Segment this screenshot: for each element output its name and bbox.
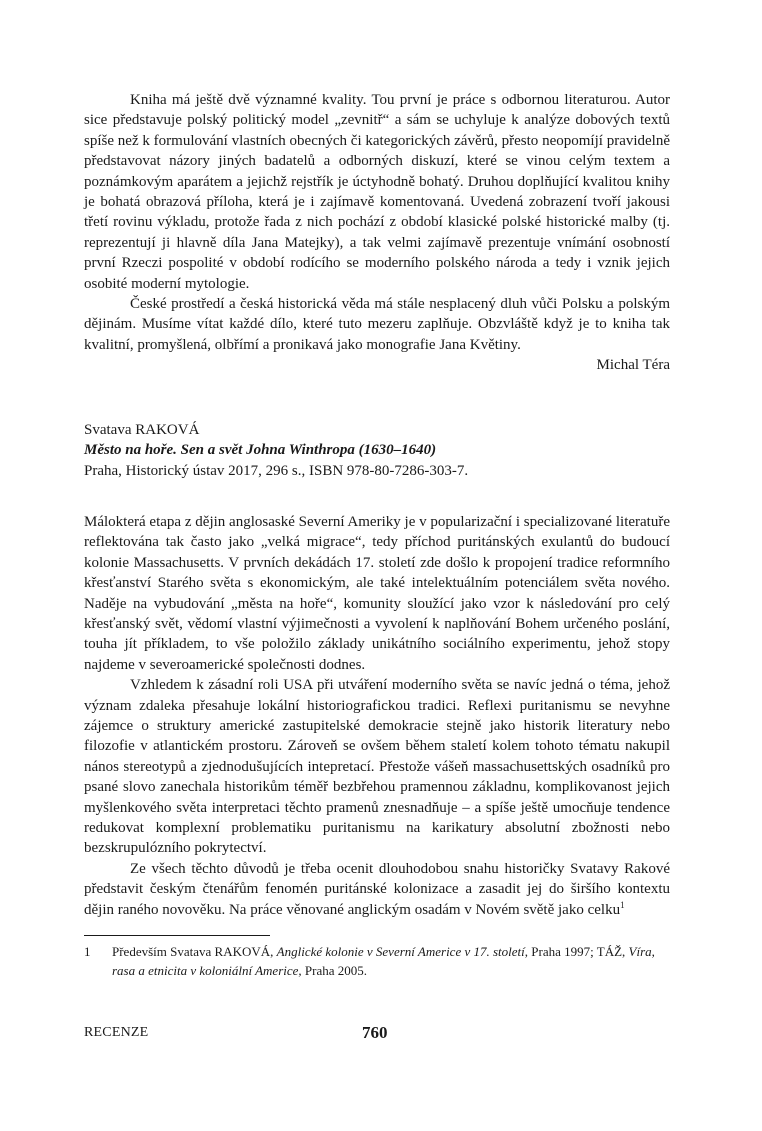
review1-paragraph-1: Kniha má ještě dvě významné kvality. Tou první je práce s odbornou literaturou. Autor sice představuje polský politický model „zevnitř“ a sám se uchyluje k analýze dobových textů spíše než k formulování vlastních obecných či kategorických závěrů, přesto neopomíjí pravidelně představovat názory jiných badatelů a odborných diskuzí, které se vinou celým textem a poznámkovým aparátem a jejichž rejstřík je úctyhodně bohatý. Druhou doplňující kvalitou knihy je bohatá obrazová příloha, která je i zajímavě komentovaná. Uvedená zobrazení tvoří jakousi třetí rovinu výkladu, protože řada z nich pochází z období klasické polské historické malby (tj. reprezentují ji hlavně díla Jana Matejky), a tak velmi zajímavě prezentuje vnímání osobností první Rzeczi pospolité v období rodícího se moderního polského národa a tedy i vznik jejich osobité moderní mytologie.	[84, 92, 670, 292]
review2-author: Svatava RAKOVÁ	[84, 421, 200, 438]
footnote-title-1: Anglické kolonie v Severní Americe v 17. století	[276, 944, 525, 959]
review2-paragraph-3-text: Ze všech těchto důvodů je třeba ocenit dlouhodobou snahu historičky Svatavy Rakové představit českým čtenářům fenomén puritánské kolonizace a zasadit jej do širšího kontextu dějin raného novověku. Na práce věnované anglickým osadám v Novém světě jako celku	[84, 860, 670, 918]
review2-book-title: Město na hoře. Sen a svět Johna Winthropa (1630–1640)	[84, 442, 437, 459]
review2-paragraph-1: Málokterá etapa z dějin anglosaské Severní Ameriky je v popularizační i specializované literatuře reflektována tak často jako „velká migrace“, tedy příchod puritánských exulantů do budoucí kolonie Massachusetts. V prvních dekádách 17. století zde došlo k propojení tradice reformního křesťanství Starého světa s ekonomickým, ale také intelektuálním potenciálem světa nového. Naděje na vybudování „města na hoře“, komunity sloužící jako vzor k následování pro celý křesťanský svět, vědomí vlastní výjimečnosti a vyvolení k naplňování Bohem určeného poslání, touha jít příkladem, to vše položilo základy unikátního sociálního experimentu, jehož stopy najdeme v severoamerické společnosti dodnes.	[84, 513, 670, 673]
page-body	[84, 90, 670, 920]
page-number: 760	[362, 1023, 388, 1042]
footnote-divider	[84, 935, 270, 936]
footnote-reference[interactable]: 1	[620, 899, 625, 910]
footnote-title-2: Víra, rasa a etnicita v koloniální Americe,	[112, 944, 655, 978]
review2-paragraph-3	[84, 859, 670, 920]
review1-signature: Michal Téra	[596, 357, 670, 374]
review2-paragraph-2: Vzhledem k zásadní roli USA při utváření moderního světa se navíc jedná o téma, jehož význam zdaleka přesahuje lokální historiografickou tradici. Reflexi puritanismu se nevyhne zájemce o struktury americké zastupitelské demokracie stejně jako historik literatury nebo filozofie v atlantickém prostoru. Zároveň se ovšem během staletí kolem tohoto tématu nakupil nános stereotypů a zjednodušujících intepretací. Přestože vášeň massachusettských osadníků pro psané slovo zanechala historikům téměř bezbřehou pramennou základnu, komplikovanost jejich myšlenkového světa interpretaci těchto pramenů znesnadňuje – a spíše ještě umocňuje tendence redukovat komplexní problematiku puritanismu na karikatury absolutní zbožnosti nebo bezskrupulózního pokrytectví.	[84, 677, 670, 857]
review1-paragraph-2: České prostředí a česká historická věda má stále nesplacený dluh vůči Polsku a polským dějinám. Musíme vítat každé dílo, které tuto mezeru zaplňuje. Obzvláště když je to kniha tak kvalitní, promyšlená, olbřímí a pronikavá jako monografie Jana Květiny.	[84, 296, 670, 353]
footnote	[84, 943, 670, 980]
review2-header	[84, 420, 670, 481]
footnote-tail: Praha 2005.	[301, 962, 368, 978]
footer-section: RECENZE	[84, 1025, 149, 1040]
footnote-lead: Především Svatava RAKOVÁ,	[112, 944, 274, 959]
footnote-mid: , Praha 1997; TÁŽ,	[524, 944, 626, 959]
review2-imprint: Praha, Historický ústav 2017, 296 s., ISBN 978-80-7286-303-7.	[84, 462, 469, 479]
footnote-text	[112, 943, 670, 980]
footnote-number: 1	[84, 944, 91, 959]
